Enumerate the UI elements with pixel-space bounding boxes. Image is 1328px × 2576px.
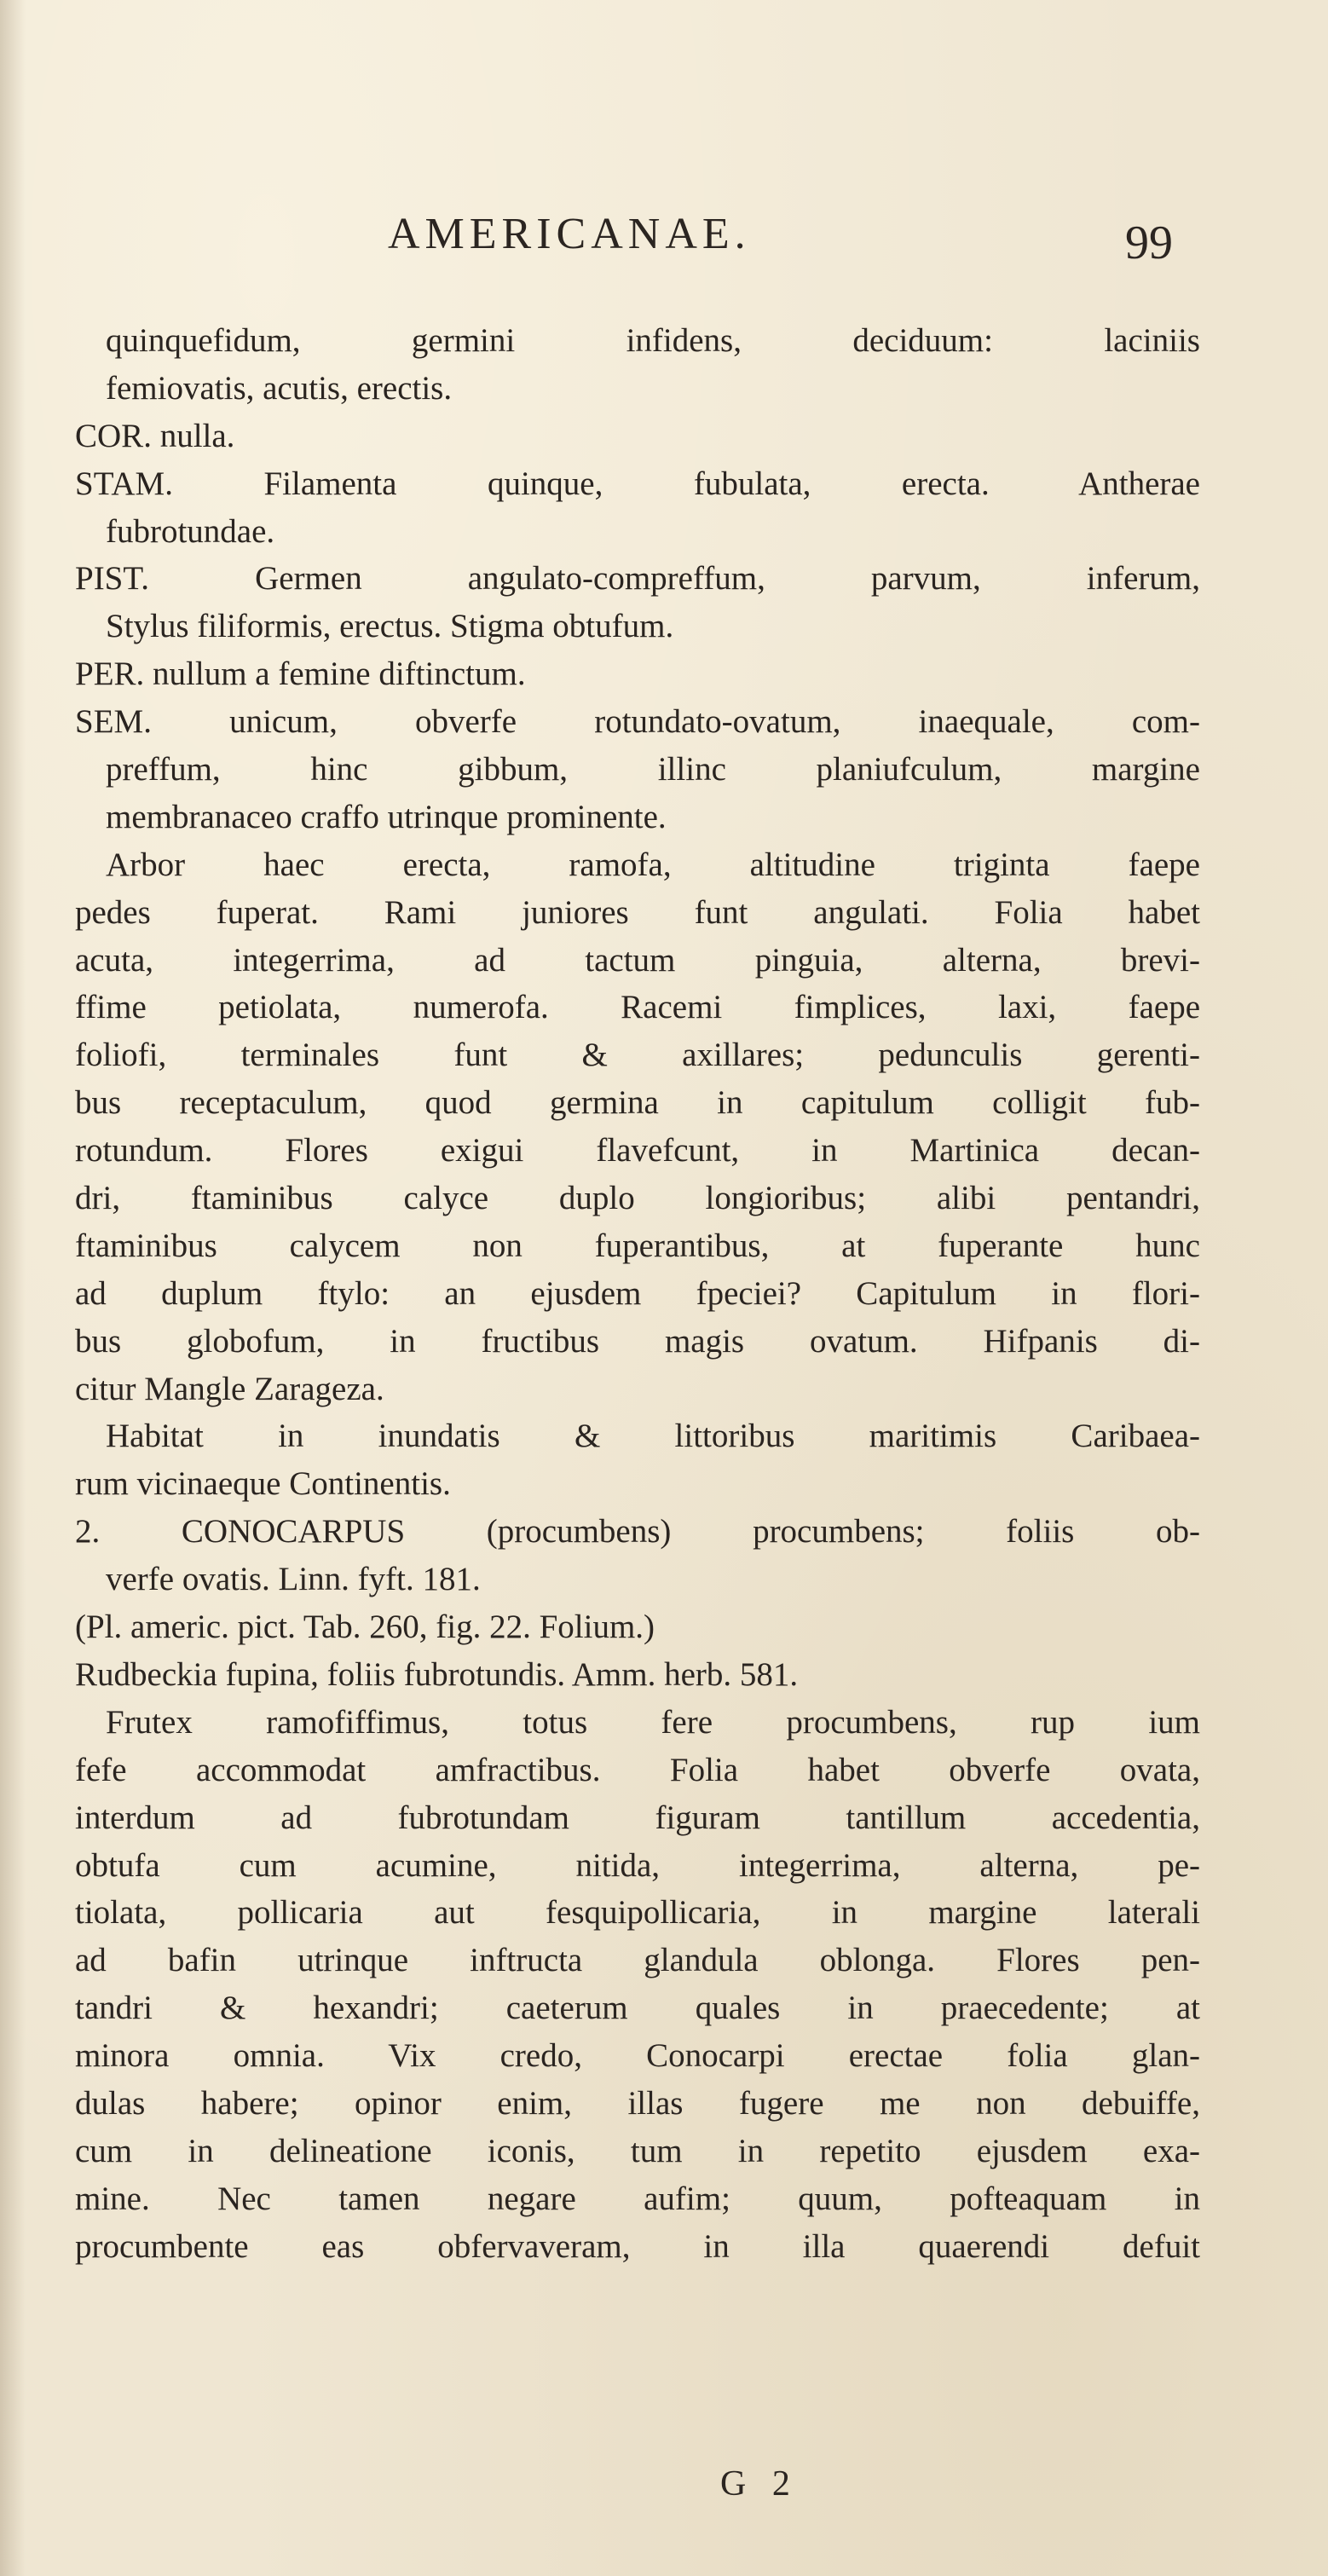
- text-line: acuta, integerrima, ad tactum pinguia, alterna, brevi-: [75, 941, 1200, 979]
- text-line: foliofi, terminales funt & axillares; pedunculis gerenti-: [75, 1037, 1200, 1074]
- text-line: ftaminibus calycem non fuperantibus, at fuperante hunc: [75, 1227, 1200, 1264]
- text-line: fubrotundae.: [106, 512, 275, 550]
- text-line: ad bafin utrinque inftructa glandula oblonga. Flores pen-: [75, 1942, 1200, 1979]
- text-line: Frutex ramofiffimus, totus fere procumbens, rup ium: [106, 1703, 1200, 1741]
- text-line: obtufa cum acumine, nitida, integerrima, alterna, pe-: [75, 1846, 1200, 1884]
- text-line: rum vicinaeque Continentis.: [75, 1465, 451, 1503]
- text-line: interdum ad fubrotundam figuram tantillum accedentia,: [75, 1799, 1200, 1836]
- text-line: dri, ftaminibus calyce duplo longioribus; alibi pentandri,: [75, 1180, 1200, 1217]
- text-line: Stylus filiformis, erectus. Stigma obtufum.: [106, 608, 674, 645]
- text-line: Arbor haec erecta, ramofa, altitudine triginta faepe: [106, 846, 1200, 883]
- text-line: COR. nulla.: [75, 417, 235, 454]
- text-line: quinquefidum, germini infidens, deciduum: laciniis: [106, 322, 1200, 359]
- text-line: femiovatis, acutis, erectis.: [106, 369, 453, 407]
- text-line: rotundum. Flores exigui flavefcunt, in Martinica decan-: [75, 1132, 1200, 1170]
- text-line: (Pl. americ. pict. Tab. 260, fig. 22. Folium.): [75, 1609, 655, 1646]
- text-line: mine. Nec tamen negare aufim; quum, pofteaquam in: [75, 2180, 1200, 2217]
- text-line: membranaceo craffo utrinque prominente.: [106, 798, 667, 835]
- text-line: bus receptaculum, quod germina in capitulum colligit fub-: [75, 1084, 1200, 1122]
- running-title: AMERICANAE.: [388, 210, 751, 258]
- text-line: ffime petiolata, numerofa. Racemi fimplices, laxi, faepe: [75, 989, 1200, 1026]
- text-line: Habitat in inundatis & littoribus maritimis Caribaea-: [106, 1418, 1200, 1455]
- text-line: PER. nullum a femine diftinctum.: [75, 656, 526, 693]
- text-line: preffum, hinc gibbum, illinc planiufculum, margine: [106, 751, 1200, 788]
- page-fold-shadow: [0, 0, 26, 2576]
- text-line: Rudbeckia fupina, foliis fubrotundis. Amm. herb. 581.: [75, 1655, 799, 1693]
- page-number: 99: [1125, 217, 1173, 269]
- text-line: bus globofum, in fructibus magis ovatum. Hifpanis di-: [75, 1322, 1200, 1360]
- text-line: verfe ovatis. Linn. fyft. 181.: [106, 1561, 481, 1598]
- text-line: pedes fuperat. Rami juniores funt angulati. Folia habet: [75, 893, 1200, 931]
- text-line: tandri & hexandri; caeterum quales in praecedente; at: [75, 1990, 1200, 2027]
- text-line: STAM. Filamenta quinque, fubulata, erecta. Antherae: [75, 465, 1200, 502]
- running-head: [0, 209, 1328, 269]
- text-line: SEM. unicum, obverfe rotundato-ovatum, inaequale, com-: [75, 703, 1200, 741]
- text-line: dulas habere; opinor enim, illas fugere me non debuiffe,: [75, 2084, 1200, 2122]
- text-line: cum in delineatione iconis, tum in repetito ejusdem exa-: [75, 2132, 1200, 2169]
- text-line: minora omnia. Vix credo, Conocarpi erectae folia glan-: [75, 2037, 1200, 2075]
- text-line: citur Mangle Zarageza.: [75, 1370, 384, 1407]
- text-line: tiolata, pollicaria aut fesquipollicaria, in margine laterali: [75, 1894, 1200, 1932]
- text-line: 2. CONOCARPUS (procumbens) procumbens; foliis ob-: [75, 1513, 1200, 1551]
- body-text: [75, 317, 1200, 2271]
- signature-mark: G 2: [720, 2464, 799, 2504]
- text-line: fefe accommodat amfractibus. Folia habet obverfe ovata,: [75, 1751, 1200, 1788]
- text-line: procumbente eas obfervaveram, in illa quaerendi defuit: [75, 2227, 1200, 2265]
- text-line: PIST. Germen angulato-compreffum, parvum, inferum,: [75, 560, 1200, 598]
- text-line: ad duplum ftylo: an ejusdem fpeciei? Capitulum in flori-: [75, 1274, 1200, 1312]
